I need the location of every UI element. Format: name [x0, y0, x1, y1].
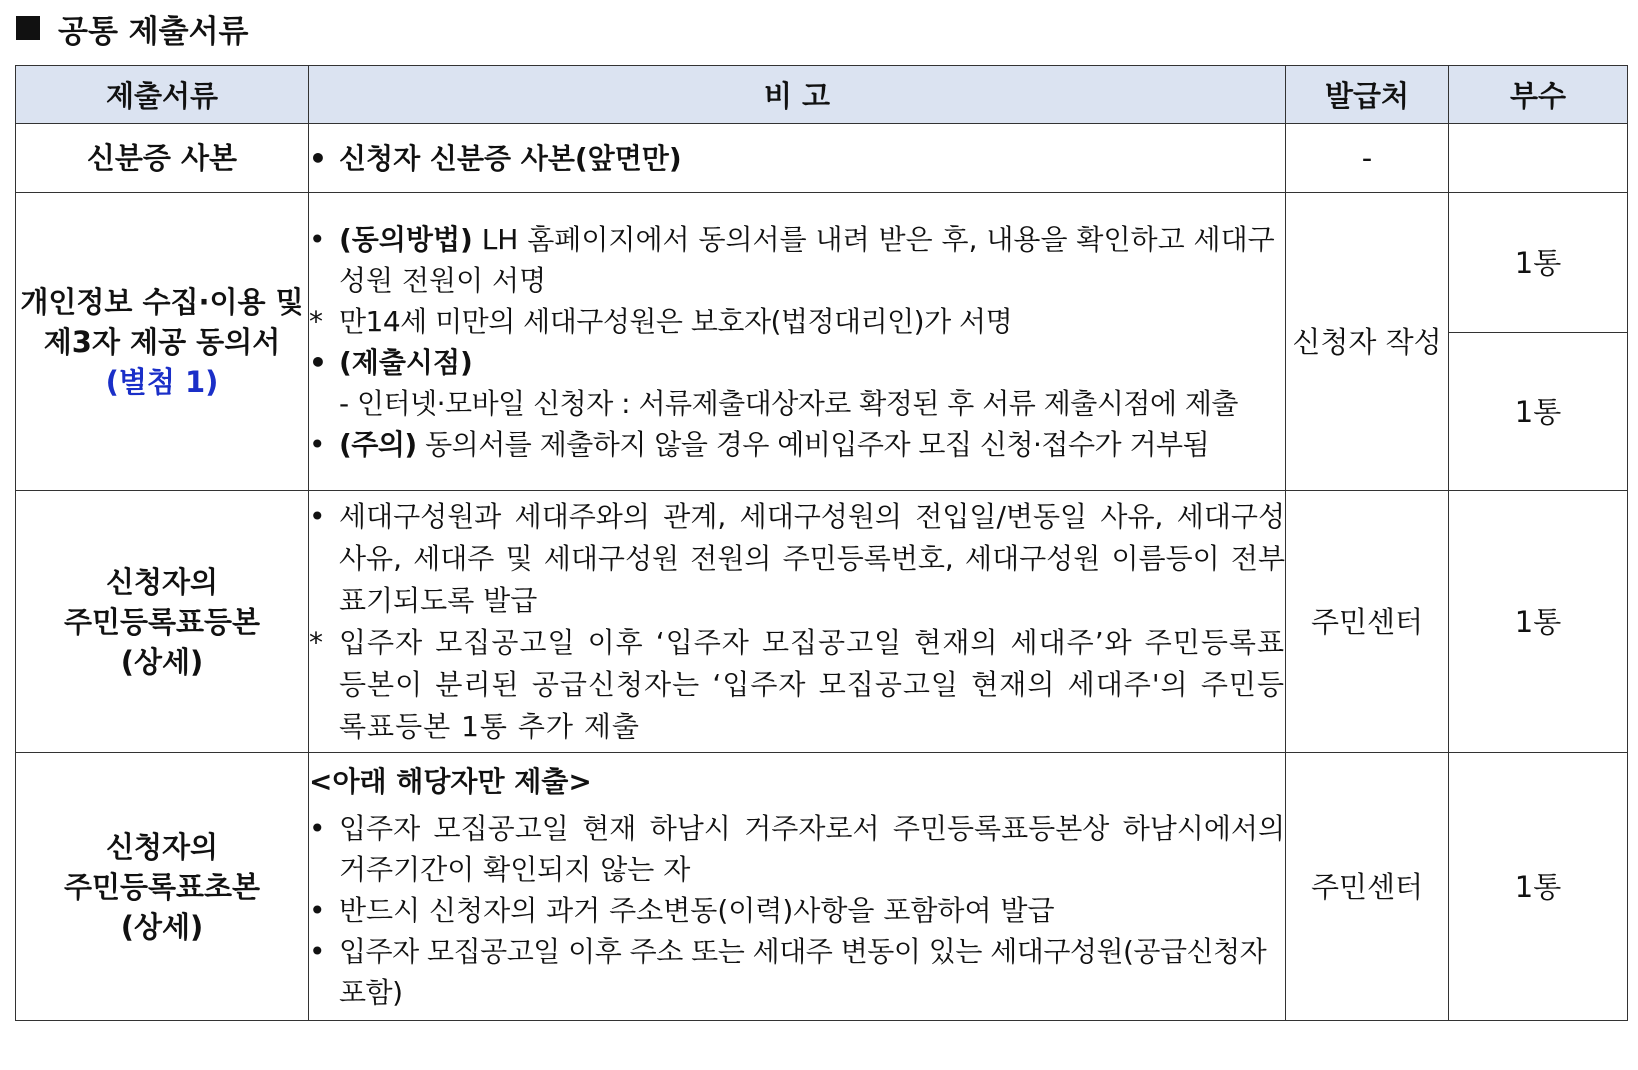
- header-issuer: 발급처: [1286, 66, 1449, 124]
- copies-resident-abstract: 1통: [1449, 753, 1628, 1021]
- issuer-resident-abstract: 주민센터: [1286, 753, 1449, 1021]
- header-copies: 부수: [1449, 66, 1628, 124]
- note-heading: <아래 해당자만 제출>: [309, 764, 592, 798]
- copies-id-copy: [1449, 124, 1628, 193]
- doc-name-line: 신청자의: [105, 564, 219, 599]
- issuer-resident-register: 주민센터: [1286, 491, 1449, 753]
- list-item: • 반드시 신청자의 과거 주소변동(이력)사항을 포함하여 발급: [309, 890, 1285, 931]
- note-resident-abstract: [309, 753, 1286, 1021]
- doc-name-id-copy: 신분증 사본: [16, 124, 309, 193]
- note-id-copy: [309, 124, 1286, 193]
- table-row-resident-abstract: [16, 753, 1628, 1021]
- list-item: [309, 424, 1285, 465]
- documents-table: [15, 65, 1628, 1021]
- doc-name-resident-abstract: [16, 753, 309, 1021]
- list-item: • 입주자 모집공고일 이후 주소 또는 세대주 변동이 있는 세대구성원(공급신청자 포함): [309, 931, 1285, 1013]
- square-bullet-icon: [16, 16, 40, 40]
- header-note: 비 고: [309, 66, 1286, 124]
- list-item: • (제출시점): [309, 342, 1285, 383]
- note-resident-register: [309, 491, 1286, 753]
- doc-name-line: (상세): [120, 644, 204, 679]
- asterisk-note: * 입주자 모집공고일 이후 ‘입주자 모집공고일 현재의 세대주’와 주민등록표등본이 분리된 공급신청자는 ‘입주자 모집공고일 현재의 세대주'의 주민등록표등본 1통 추가 제출: [309, 622, 1285, 748]
- copies-resident-register: 1통: [1449, 491, 1628, 753]
- list-item-text: 동의서를 제출하지 않을 경우 예비입주자 모집 신청·접수가 거부됨: [425, 427, 1210, 461]
- doc-name-consent: [16, 193, 309, 491]
- attachment-label: (별첨 1): [105, 364, 219, 399]
- list-item: • 신청자 신분증 사본(앞면만): [309, 138, 1285, 179]
- table-row-consent: [16, 193, 1628, 333]
- note-consent: [309, 193, 1286, 491]
- copies-consent-a: 1통: [1449, 193, 1628, 333]
- doc-name-line: 주민등록표등본: [63, 604, 261, 639]
- list-item: • 세대구성원과 세대주와의 관계, 세대구성원의 전입일/변동일 사유, 세대구성 사유, 세대주 및 세대구성원 전원의 주민등록번호, 세대구성원 이름등이 전부 표기되도록 발급: [309, 496, 1285, 622]
- doc-name-line: 주민등록표초본: [63, 869, 261, 904]
- sub-item: - 인터넷·모바일 신청자 : 서류제출대상자로 확정된 후 서류 제출시점에 제출: [339, 386, 1238, 420]
- table-row-id-copy: [16, 124, 1628, 193]
- table-header-row: [16, 66, 1628, 124]
- doc-name-line: (상세): [120, 909, 204, 944]
- doc-name-line: 제3자 제공 동의서: [43, 324, 281, 359]
- doc-name-resident-register: [16, 491, 309, 753]
- asterisk-note: * 만14세 미만의 세대구성원은 보호자(법정대리인)가 서명: [309, 301, 1285, 342]
- section-title: [16, 6, 248, 50]
- doc-name-line: 개인정보 수집·이용 및: [20, 284, 304, 319]
- list-item: • 입주자 모집공고일 현재 하남시 거주자로서 주민등록표등본상 하남시에서의 거주기간이 확인되지 않는 자: [309, 808, 1285, 890]
- keyword: (동의방법): [339, 222, 473, 256]
- keyword: (주의): [339, 427, 417, 461]
- table-row-resident-register: [16, 491, 1628, 753]
- list-item: [309, 219, 1285, 301]
- header-doc: 제출서류: [16, 66, 309, 124]
- issuer-consent: 신청자 작성: [1286, 193, 1449, 491]
- issuer-id-copy: -: [1286, 124, 1449, 193]
- copies-consent-b: 1통: [1449, 333, 1628, 491]
- list-item-text: LH 홈페이지에서 동의서를 내려 받은 후, 내용을 확인하고 세대구성원 전원이 서명: [339, 222, 1275, 297]
- section-title-text: 공통 제출서류: [58, 13, 249, 50]
- doc-name-line: 신청자의: [105, 829, 219, 864]
